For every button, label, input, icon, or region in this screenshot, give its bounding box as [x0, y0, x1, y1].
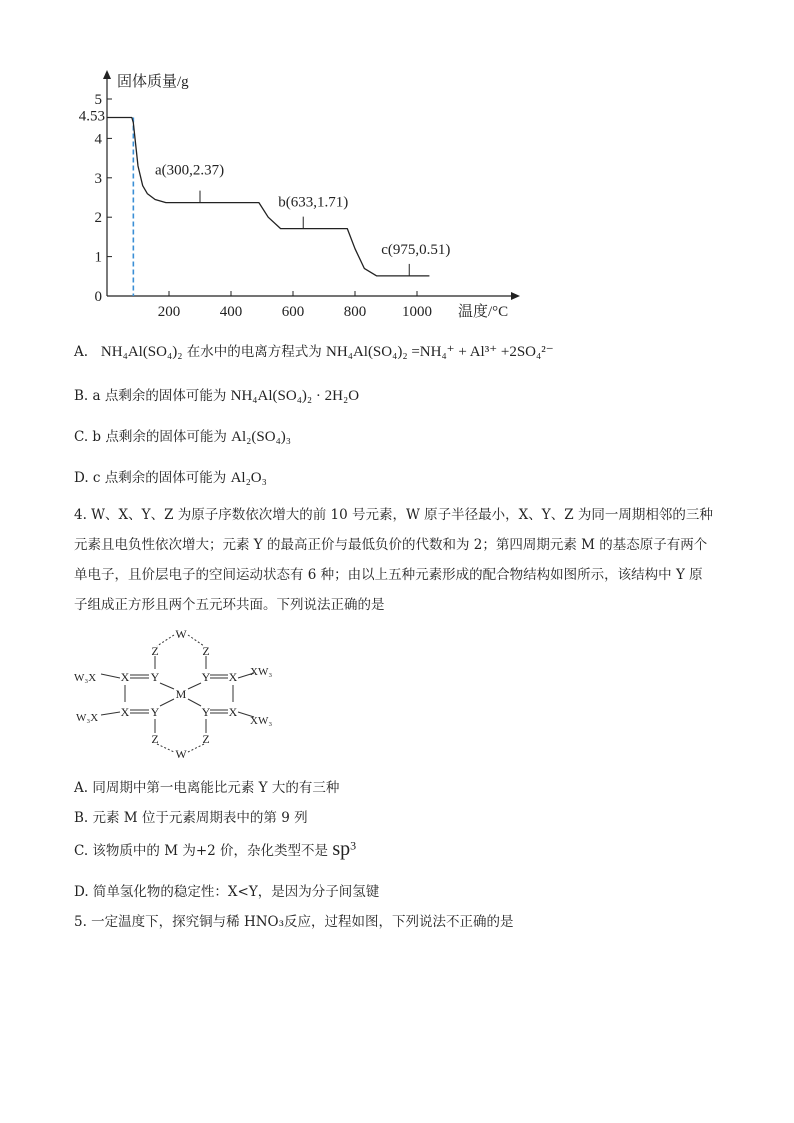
y-tick-label: 5	[94, 92, 102, 108]
x-axis-label: 温度/°C	[458, 304, 509, 320]
q4-option-d: D. 简单氢化物的稳定性：X<Y，是因为分子间氢键	[74, 884, 380, 900]
q4-line-2: 元素且电负性依次增大；元素 Y 的最高正价与最低负价的代数和为 2；第四周期元素 M 的基态原子有两个	[74, 537, 708, 553]
q4-line-1: 4. W、X、Y、Z 为原子序数依次增大的前 10 号元素，W 原子半径最小，X、Y、Z 为同一周期相邻的三种	[74, 507, 713, 523]
y-tick-label: 1	[94, 249, 102, 266]
atom-z: Z	[202, 732, 210, 746]
q4-option-c: C. 该物质中的 M 为+2 价，杂化类型不是 $sp^3$	[74, 838, 357, 860]
q4-line-3: 单电子，且价层电子的空间运动状态有 6 种；由以上五种元素形成的配合物结构如图所示，该结构中 Y 原	[74, 567, 703, 583]
atom-m: M	[175, 687, 187, 701]
atom-z: Z	[151, 732, 159, 746]
sp-superscript: 3	[350, 838, 357, 853]
x-tick-label: 200	[157, 304, 181, 320]
y-tick-label: 3	[94, 170, 102, 187]
sp-label: sp	[332, 838, 351, 860]
atom-w-top: W	[175, 627, 187, 641]
group-w3x: W₃X	[76, 712, 99, 724]
q3-option-d: D. c 点剩余的固体可能为 Al₂O₃	[74, 470, 267, 486]
annotation-label: b(633,1.71)	[278, 194, 349, 211]
y-tick-label: 2	[94, 210, 102, 227]
atom-x: X	[120, 670, 130, 684]
q3-option-b: B. a 点剩余的固体可能为 NH₄Al(SO₄)₂ · 2H₂O	[74, 388, 360, 404]
tga-chart	[0, 0, 794, 330]
q4-option-b: B. 元素 M 位于元素周期表中的第 9 列	[74, 810, 308, 826]
x-axis-arrow	[511, 292, 520, 300]
q4-option-a: A. 同周期中第一电离能比元素 Y 大的有三种	[74, 780, 340, 796]
annotation-label: a(300,2.37)	[155, 162, 225, 179]
q4-line-4: 子组成正方形且两个五元环共面。下列说法正确的是	[74, 597, 385, 613]
atom-z: Z	[202, 644, 210, 658]
y-axis-arrow	[103, 70, 111, 79]
q5-stem: 5. 一定温度下，探究铜与稀 HNO₃反应，过程如图，下列说法不正确的是	[74, 914, 514, 930]
x-tick-label: 400	[219, 304, 243, 320]
atom-y: Y	[201, 705, 211, 719]
atom-x: X	[228, 705, 238, 719]
group-xw3: XW₃	[250, 715, 273, 727]
origin-label: 0	[94, 289, 102, 305]
q3-option-c: C. b 点剩余的固体可能为 Al₂(SO₄)₃	[74, 429, 292, 445]
q3-option-a: A. NH₄Al(SO₄)₂ 在水中的电离方程式为 NH₄Al(SO₄)₂ =NH₄⁺ + Al³⁺ +2SO₄²⁻	[74, 344, 554, 360]
atom-z: Z	[151, 644, 159, 658]
group-xw3: XW₃	[250, 666, 273, 678]
annotation-label: c(975,0.51)	[381, 241, 451, 258]
atom-y: Y	[150, 705, 160, 719]
x-tick-label: 1000	[402, 304, 432, 320]
atom-w-bottom: W	[175, 747, 187, 761]
group-w3x: W₃X	[74, 672, 97, 684]
y-marked-label: 4.53	[78, 108, 105, 125]
x-tick-label: 800	[343, 304, 367, 320]
complex-structure-diagram	[70, 622, 290, 762]
atom-y: Y	[201, 670, 211, 684]
atom-x: X	[120, 705, 130, 719]
y-axis-label: 固体质量/g	[117, 74, 189, 90]
x-tick-label: 600	[281, 304, 305, 320]
y-tick-label: 4	[94, 131, 102, 148]
atom-y: Y	[150, 670, 160, 684]
atom-x: X	[228, 670, 238, 684]
